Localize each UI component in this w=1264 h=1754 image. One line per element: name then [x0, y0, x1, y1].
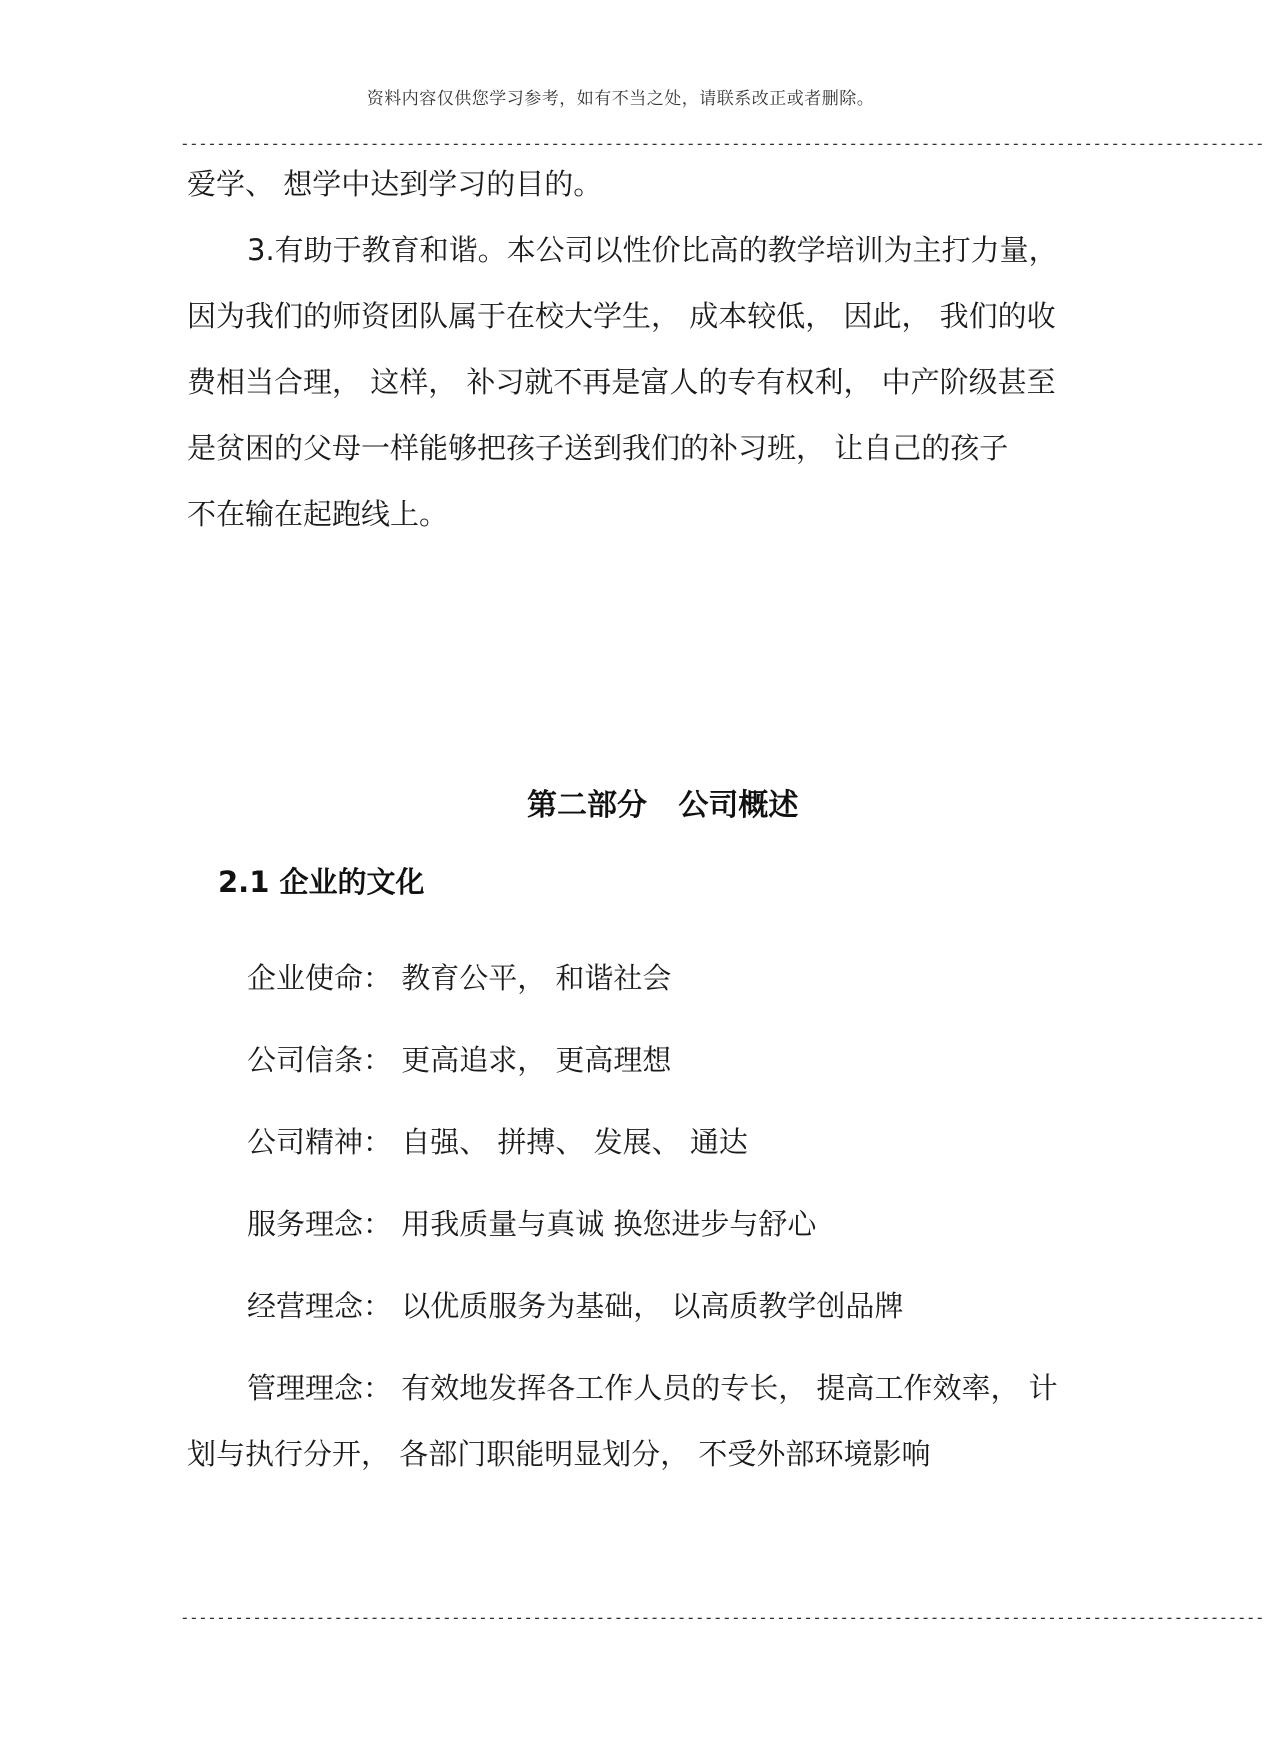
footer-separator: ------------------------------------------------------------------------------------------------------------------------	[180, 1608, 1264, 1627]
header-disclaimer: 资料内容仅供您学习参考，如有不当之处，请联系改正或者删除。	[366, 89, 875, 109]
culture-business: 经营理念： 以优质服务为基础， 以高质教学创品牌	[247, 1289, 904, 1323]
culture-management-line-2: 划与执行分开， 各部门职能明显划分， 不受外部环境影响	[187, 1437, 931, 1471]
section-title: 第二部分 公司概述	[527, 788, 799, 823]
paragraph-2-line-4: 是贫困的父母一样能够把孩子送到我们的补习班， 让自己的孩子	[187, 431, 1009, 465]
paragraph-1-line-1: 爱学、 想学中达到学习的目的。	[187, 167, 603, 201]
culture-mission: 企业使命： 教育公平， 和谐社会	[247, 961, 672, 995]
subsection-title: 2.1 企业的文化	[218, 865, 425, 899]
culture-management-line-1: 管理理念： 有效地发挥各工作人员的专长， 提高工作效率， 计	[247, 1371, 1058, 1405]
paragraph-2-line-3: 费相当合理， 这样， 补习就不再是富人的专有权利， 中产阶级甚至	[187, 365, 1056, 399]
culture-creed: 公司信条： 更高追求， 更高理想	[247, 1043, 672, 1077]
culture-service: 服务理念： 用我质量与真诚 换您进步与舒心	[247, 1207, 817, 1241]
header-separator: ------------------------------------------------------------------------------------------------------------------------	[180, 134, 1264, 153]
paragraph-2-line-5: 不在输在起跑线上。	[187, 497, 449, 531]
paragraph-2-line-2: 因为我们的师资团队属于在校大学生， 成本较低， 因此， 我们的收	[187, 299, 1056, 333]
paragraph-2-line-1: 3.有助于教育和谐。本公司以性价比高的教学培训为主打力量，	[247, 233, 1058, 267]
culture-spirit: 公司精神： 自强、 拼搏、 发展、 通达	[247, 1125, 748, 1159]
